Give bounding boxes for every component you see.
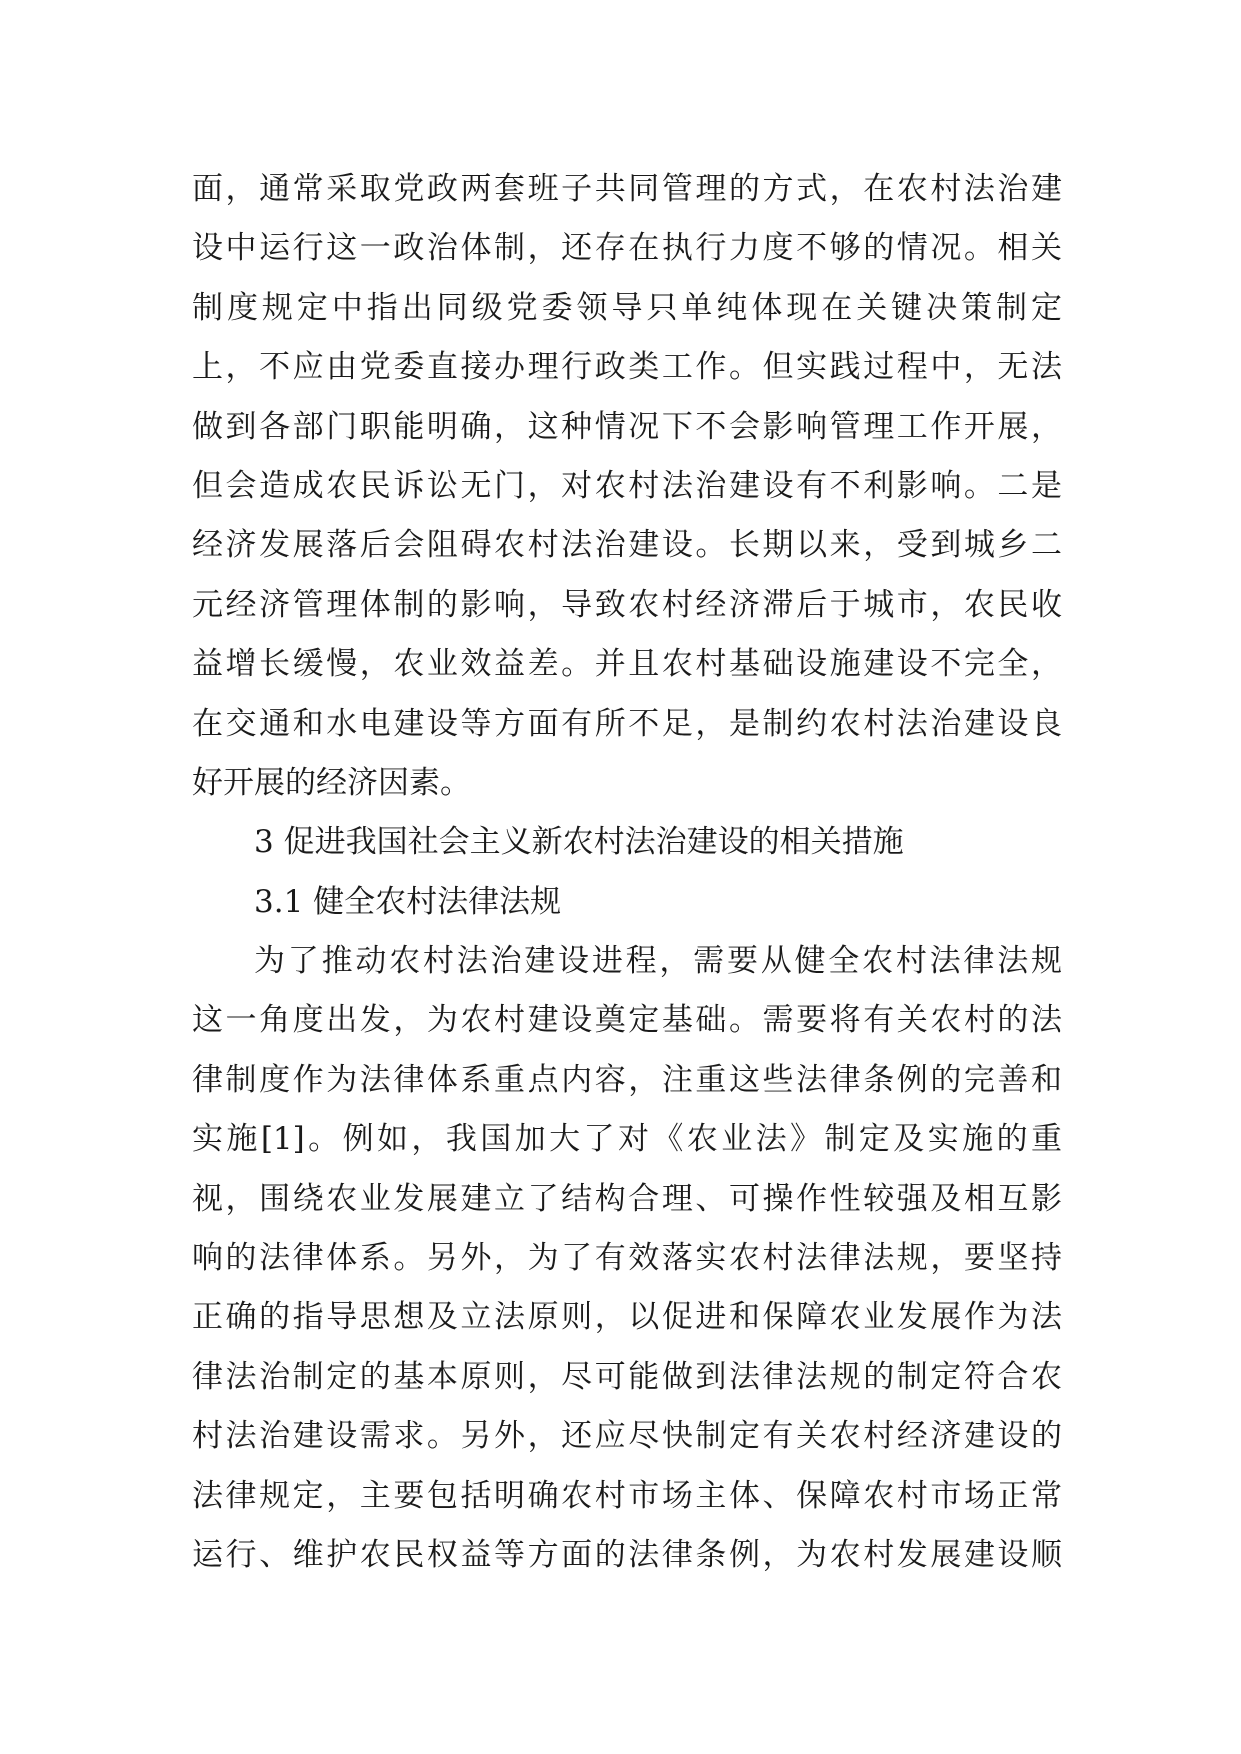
text-line: 设中运行这一政治体制，还存在执行力度不够的情况。相关	[192, 230, 1062, 267]
text-line: 制度规定中指出同级党委领导只单纯体现在关键决策制定	[192, 289, 1062, 326]
text-line: 律法治制定的基本原则，尽可能做到法律法规的制定符合农	[192, 1358, 1062, 1395]
text-line: 益增长缓慢，农业效益差。并且农村基础设施建设不完全，	[192, 646, 1062, 683]
text-line: 但会造成农民诉讼无门，对农村法治建设有不利影响。二是	[192, 467, 1062, 504]
text-line: 在交通和水电建设等方面有所不足，是制约农村法治建设良	[192, 705, 1062, 742]
text-line: 法律规定，主要包括明确农村市场主体、保障农村市场正常	[192, 1477, 1062, 1514]
text-line: 元经济管理体制的影响，导致农村经济滞后于城市，农民收	[192, 586, 1062, 623]
text-line: 经济发展落后会阻碍农村法治建设。长期以来，受到城乡二	[192, 527, 1062, 564]
section-heading: 3 促进我国社会主义新农村法治建设的相关措施	[254, 824, 904, 861]
text-line: 村法治建设需求。另外，还应尽快制定有关农村经济建设的	[192, 1418, 1062, 1455]
text-line: 视，围绕农业发展建立了结构合理、可操作性较强及相互影	[192, 1180, 1062, 1217]
text-line: 这一角度出发，为农村建设奠定基础。需要将有关农村的法	[192, 1002, 1062, 1039]
body-text	[192, 160, 1062, 1585]
text-line: 实施[1]。例如，我国加大了对《农业法》制定及实施的重	[192, 1121, 1062, 1158]
text-line: 为了推动农村法治建设进程，需要从健全农村法律法规	[254, 943, 1062, 980]
section-heading: 3.1 健全农村法律法规	[254, 883, 562, 920]
text-line: 好开展的经济因素。	[192, 764, 471, 801]
text-line: 响的法律体系。另外，为了有效落实农村法律法规，要坚持	[192, 1240, 1062, 1277]
text-line: 做到各部门职能明确，这种情况下不会影响管理工作开展，	[192, 408, 1062, 445]
text-line: 运行、维护农民权益等方面的法律条例，为农村发展建设顺	[192, 1536, 1062, 1573]
text-line: 正确的指导思想及立法原则，以促进和保障农业发展作为法	[192, 1299, 1062, 1336]
text-line: 律制度作为法律体系重点内容，注重这些法律条例的完善和	[192, 1061, 1062, 1098]
text-line: 上，不应由党委直接办理行政类工作。但实践过程中，无法	[192, 349, 1062, 386]
text-line: 面，通常采取党政两套班子共同管理的方式，在农村法治建	[192, 171, 1062, 207]
